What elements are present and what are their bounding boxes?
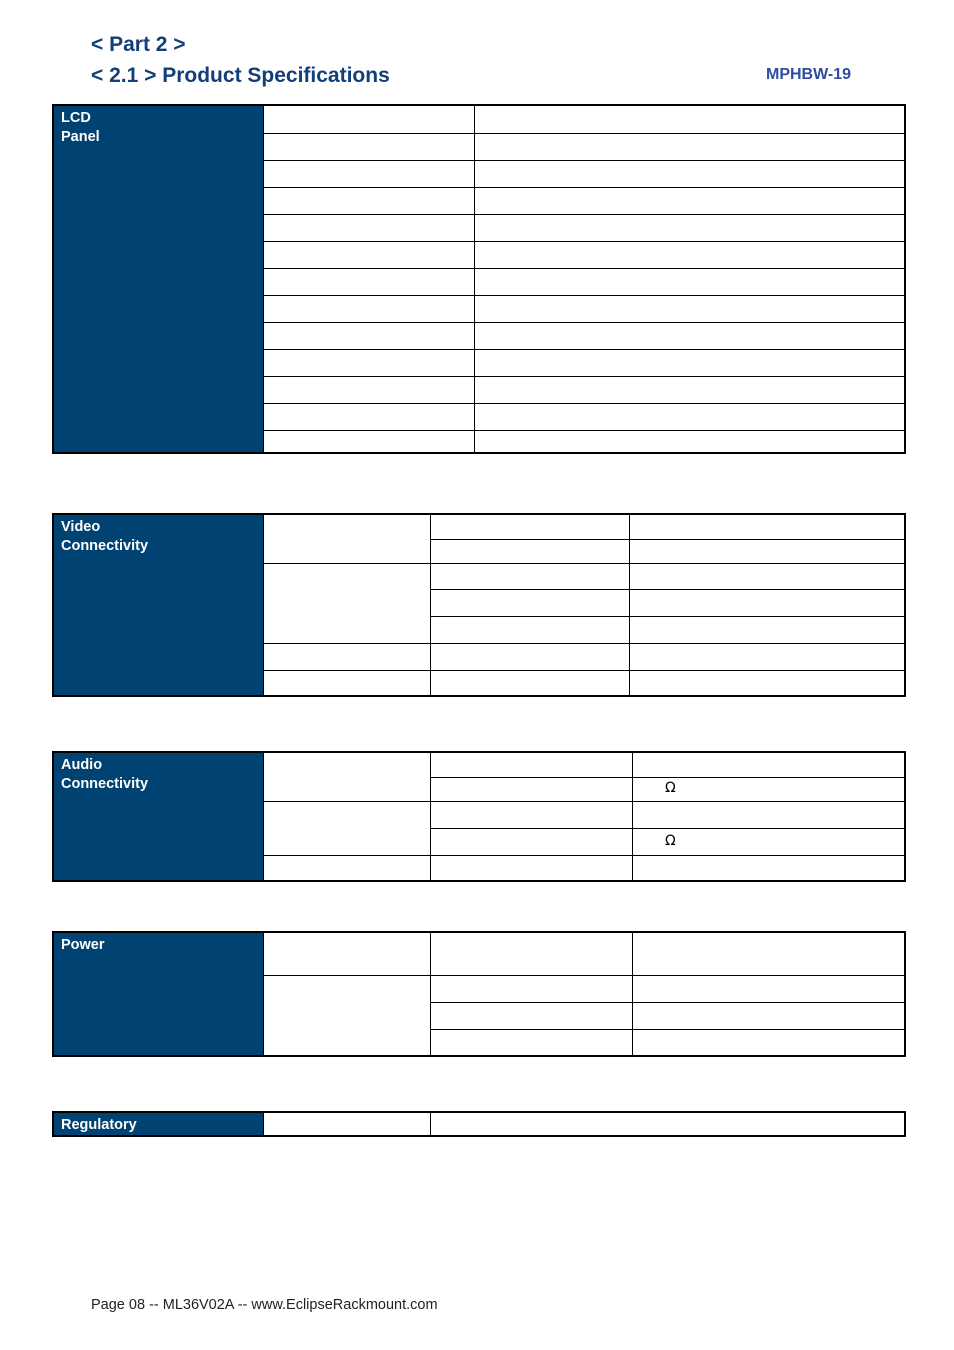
table-cell [263,241,474,268]
table-cell [430,539,629,563]
audio-connectivity-table [52,751,906,882]
page-title: < 2.1 > Product Specifications [91,64,390,87]
table-cell [629,643,904,670]
table-cell [474,133,904,160]
table-cell [263,349,474,376]
table-cell [629,670,904,695]
table-cell [263,268,474,295]
table-cell [430,515,629,539]
lcd-panel-table [52,104,906,454]
table-cell [474,322,904,349]
category-label: Video Connectivity [54,515,263,695]
table-cell [263,403,474,430]
table-cell [263,975,430,1055]
table-cell [430,753,632,777]
table-cell [263,753,430,801]
table-cell [474,430,904,452]
table-cell [263,933,430,975]
table-cell [474,187,904,214]
table-cell [632,801,904,828]
table-cell [430,670,629,695]
part-heading: < Part 2 > [91,33,186,56]
table-cell [632,855,904,880]
table-cell [474,268,904,295]
table-cell [474,403,904,430]
video-connectivity-table [52,513,906,697]
category-label: LCD Panel [54,106,263,452]
regulatory-table [52,1111,906,1137]
table-cell [263,322,474,349]
table-cell [263,160,474,187]
table-cell [632,828,904,855]
table-cell [263,295,474,322]
table-cell [263,133,474,160]
table-cell [430,616,629,643]
table-cell [430,801,632,828]
table-cell [263,430,474,452]
table-cell [430,589,629,616]
table-cell [263,106,474,133]
table-cell [263,214,474,241]
category-label: Regulatory [54,1113,263,1135]
table-cell [632,753,904,777]
table-cell [263,643,430,670]
table-cell [263,855,430,880]
table-cell [430,933,632,975]
table-cell [474,349,904,376]
table-cell [430,1029,632,1055]
table-cell [430,1002,632,1029]
ohm-symbol: Ω [665,780,676,796]
table-cell [629,589,904,616]
table-cell [474,160,904,187]
table-cell [629,563,904,589]
table-cell [430,1113,904,1135]
table-cell [474,376,904,403]
table-cell [474,295,904,322]
power-table [52,931,906,1057]
table-cell [263,670,430,695]
table-cell [474,241,904,268]
table-cell [629,539,904,563]
table-cell [263,1113,430,1135]
table-cell [263,563,430,643]
page-footer: Page 08 -- ML36V02A -- www.EclipseRackmount.com [91,1297,438,1313]
table-cell [263,187,474,214]
table-cell [632,933,904,975]
table-cell [430,828,632,855]
table-cell [430,563,629,589]
ohm-symbol: Ω [665,833,676,849]
table-cell [474,106,904,133]
table-cell [263,515,430,563]
model-number: MPHBW-19 [766,66,852,83]
category-label: Audio Connectivity [54,753,263,880]
table-cell [263,376,474,403]
table-cell [632,1002,904,1029]
table-cell [263,801,430,855]
table-cell [629,515,904,539]
table-cell [632,975,904,1002]
table-cell [629,616,904,643]
table-cell [430,777,632,801]
table-cell [430,975,632,1002]
table-cell [430,855,632,880]
table-cell [474,214,904,241]
table-cell [430,643,629,670]
table-cell [632,1029,904,1055]
category-label: Power [54,933,263,1055]
table-cell [632,777,904,801]
